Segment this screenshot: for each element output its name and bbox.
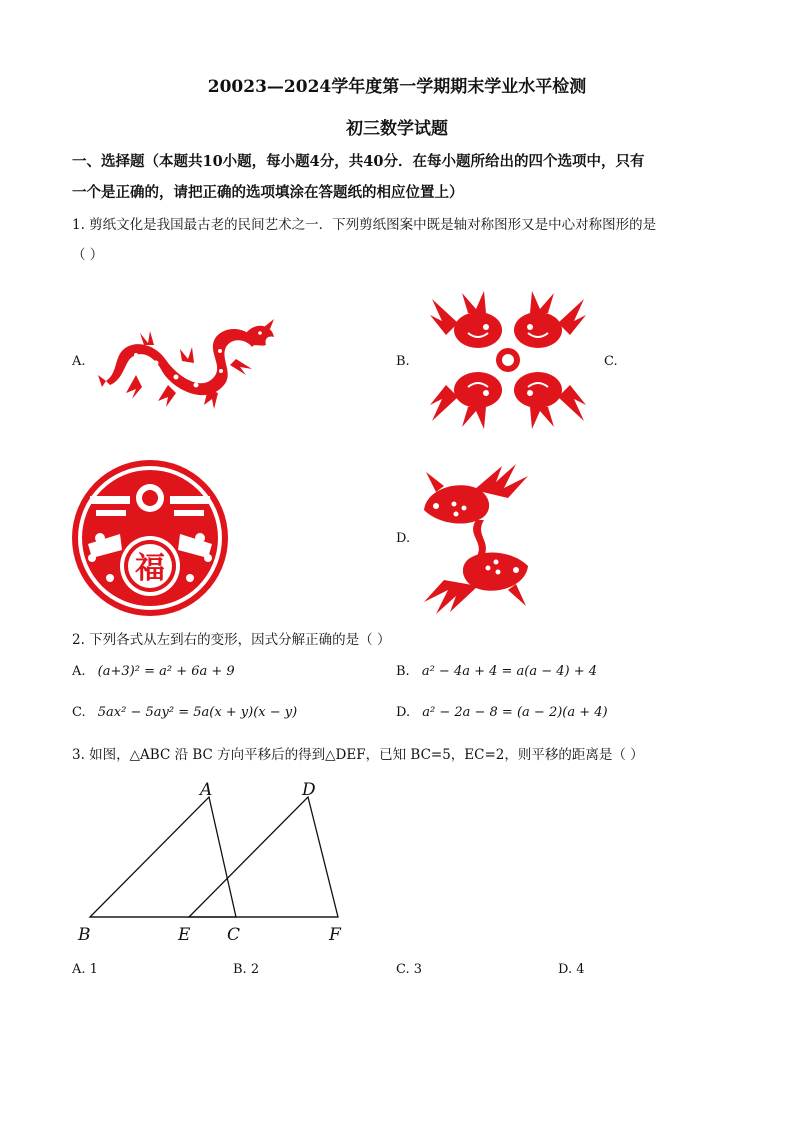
fu-medallion-papercut-image xyxy=(70,458,230,618)
q3-option-a: A. 1 xyxy=(72,962,98,977)
q3-option-b: B. 2 xyxy=(233,962,260,977)
exam-title: 20023—2024学年度第一学期期末学业水平检测 xyxy=(207,77,587,97)
question-1-answer-paren: （ ） xyxy=(72,247,104,263)
dragon-papercut-image xyxy=(96,315,276,410)
question-1-text: 1. 剪纸文化是我国最古老的民间艺术之一．下列剪纸图案中既是轴对称图形又是中心对称图形的是 xyxy=(72,217,657,233)
two-fish-papercut-image xyxy=(416,462,536,617)
point-e-label: E xyxy=(178,925,191,945)
fu-character: 福 xyxy=(135,551,165,586)
exam-subtitle: 初三数学试题 xyxy=(346,119,448,139)
point-a-label: A xyxy=(200,780,213,800)
q2-option-b-expr: a² − 4a + 4 = a(a − 4) + 4 xyxy=(421,664,598,679)
q2-option-b-label: B. xyxy=(396,664,410,679)
section-heading-line1: 一、选择题（本题共10小题，每小题4分，共40分．在每小题所给出的四个选项中，只有 xyxy=(72,153,645,170)
q2-option-a xyxy=(72,664,235,679)
q3-option-d: D. 4 xyxy=(558,962,585,977)
q2-option-a-label: A. xyxy=(72,664,86,679)
q2-option-d xyxy=(396,705,608,720)
q2-option-c-expr: 5ax² − 5ay² = 5a(x + y)(x − y) xyxy=(97,705,298,720)
q1-option-b-label: B. xyxy=(396,354,410,369)
point-b-label: B xyxy=(78,925,91,945)
q2-option-d-expr: a² − 2a − 8 = (a − 2)(a + 4) xyxy=(422,705,608,720)
q1-option-d-label: D. xyxy=(396,531,411,546)
question-3-text: 3. 如图，△ABC 沿 BC 方向平移后的得到△DEF，已知 BC=5，EC=2，则平移的距离是（ ） xyxy=(72,747,644,763)
question-2-text: 2. 下列各式从左到右的变形，因式分解正确的是（ ） xyxy=(72,632,391,648)
four-fish-papercut-image xyxy=(428,285,588,435)
q2-option-a-expr: (a+3)² = a² + 6a + 9 xyxy=(97,664,235,679)
q2-option-b xyxy=(396,664,597,679)
q2-option-d-label: D. xyxy=(396,705,411,720)
section-heading-line2: 一个是正确的，请把正确的选项填涂在答题纸的相应位置上） xyxy=(72,184,464,201)
point-c-label: C xyxy=(227,925,241,945)
q2-option-c xyxy=(72,705,297,720)
translation-triangles-figure xyxy=(72,778,372,948)
point-d-label: D xyxy=(302,780,316,800)
q1-option-c-label: C. xyxy=(604,354,618,369)
q3-option-c: C. 3 xyxy=(396,962,423,977)
point-f-label: F xyxy=(329,925,341,945)
q2-option-c-label: C. xyxy=(72,705,86,720)
q1-option-a-label: A. xyxy=(72,354,86,369)
